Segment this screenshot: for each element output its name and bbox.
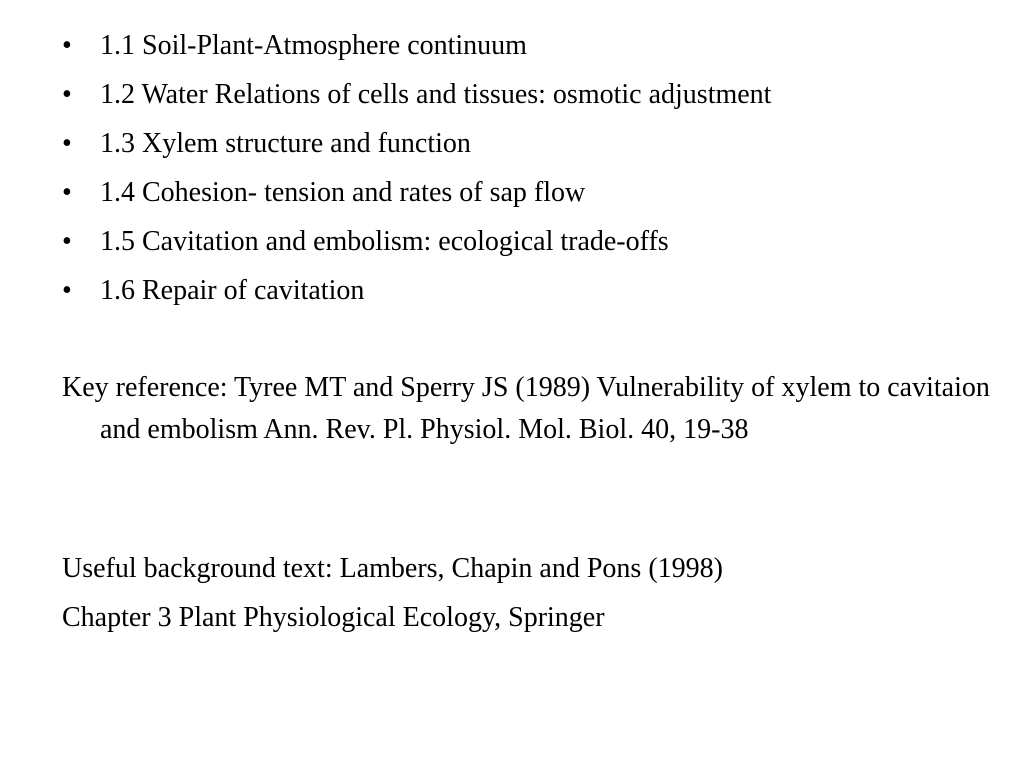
bullet-icon: • <box>62 79 72 110</box>
topic-list <box>62 26 982 320</box>
bullet-icon: • <box>62 128 72 159</box>
topic-label: 1.3 Xylem structure and function <box>100 128 471 159</box>
background-text-line-1: Useful background text: Lambers, Chapin and Pons (1998) <box>62 553 723 584</box>
bullet-icon: • <box>62 30 72 61</box>
bullet-icon: • <box>62 177 72 208</box>
topic-label: 1.4 Cohesion- tension and rates of sap flow <box>100 177 586 208</box>
key-reference: Key reference: Tyree MT and Sperry JS (1989) Vulnerability of xylem to cavitaion and embolism Ann. Rev. Pl. Physiol. Mol. Biol. 40, 19-38 <box>62 372 990 445</box>
topic-item <box>62 271 982 320</box>
topic-item <box>62 173 982 222</box>
topic-item <box>62 222 982 271</box>
topic-label: 1.2 Water Relations of cells and tissues: osmotic adjustment <box>100 79 772 110</box>
bullet-icon: • <box>62 226 72 257</box>
bullet-icon: • <box>62 275 72 306</box>
topic-label: 1.6 Repair of cavitation <box>100 275 365 306</box>
topic-label: 1.5 Cavitation and embolism: ecological trade-offs <box>100 226 669 257</box>
topic-item <box>62 75 982 124</box>
topic-label: 1.1 Soil-Plant-Atmosphere continuum <box>100 30 527 61</box>
background-text-line-2: Chapter 3 Plant Physiological Ecology, Springer <box>62 602 605 633</box>
topic-item <box>62 124 982 173</box>
topic-item <box>62 26 982 75</box>
